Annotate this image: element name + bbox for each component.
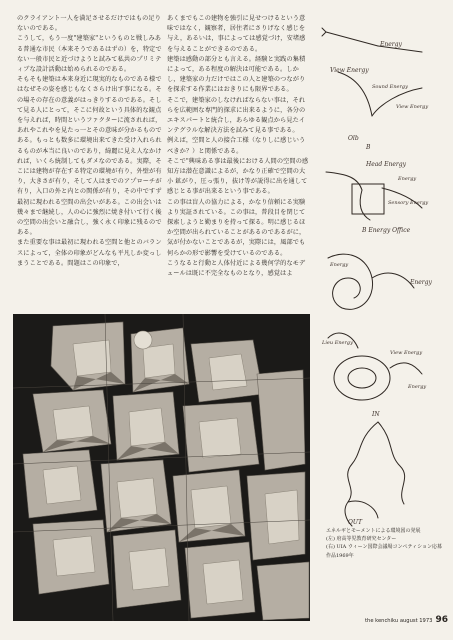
paragraph: この事は盲人の協力による，かなり信頼にる実験より実証されている。この事は，普段目を閉じて探索しようと勤まりを持って探る。明に感じるほか空間が出られていることがあるのであるがに，気が付かないことであるが，実際には，風部でも何らかの形で影響を受けているのである。 xyxy=(167,198,306,257)
caption-line: (左) 府高等児教育研究センター xyxy=(326,536,397,543)
page-number: 96 xyxy=(435,615,448,625)
caption-line: (右) UIA ウィーン国際会議場コンペティション応募作品1969年 xyxy=(326,544,442,559)
sketch-label: Energy xyxy=(410,279,432,286)
sketch-label: Head Energy xyxy=(366,161,407,168)
sketch-label: Sound Energy xyxy=(372,84,408,90)
article-left-column xyxy=(17,14,163,269)
sketch-label: Energy xyxy=(330,262,349,268)
sketch-label: Energy xyxy=(380,41,402,48)
magazine-name: the kenchiku august 1973 xyxy=(365,618,433,624)
sketch-label: IN xyxy=(372,411,380,418)
paragraph: 例えば，空間と人の接合工様（なりしに感じいうべきか？）と関係である。 xyxy=(167,137,306,155)
energy-diagram-sketches xyxy=(318,8,442,608)
sketch-label: OUT xyxy=(348,519,362,526)
paragraph: のクライアント一人を満足させるだけではもの足りないのである。 xyxy=(17,15,161,33)
sketch-label: View Energy xyxy=(390,350,423,356)
sketch-label: Lieu Energy xyxy=(322,340,353,346)
sketch-label: B Energy Office xyxy=(362,227,411,234)
page-footer xyxy=(316,615,448,625)
sketch-label: Olb xyxy=(348,135,359,142)
sketch-label: View Energy xyxy=(330,67,369,74)
article-middle-column xyxy=(167,14,310,279)
architectural-model-photo xyxy=(13,314,310,621)
paragraph: こうなると行動と人体付近による幾何学的なモデュールは既に不完全なものとなり，感覚はよ xyxy=(167,259,306,278)
paragraph: そこで，建築家のしなければならない事は，それらを広範囲な専門的探求に出来るように，各分のエキスパートと統合し，あらゆる観点から見たインテグラルな解決方法を試みて見る事である。 xyxy=(167,96,306,135)
sketch-label: Energy xyxy=(408,384,427,390)
sketch-label: Sensory Energy xyxy=(388,200,429,206)
paragraph: そもそも建築は本来身近に現実的なものである様ではなぜその姿を感じもなくさらけ出す事になる。その場その存在の意義がはっきりするのである。そして見る人にとって，そこに何故という具体的な観点を与えれば，時間というファクターに流されれば，あれやこれやを見たっ一とその意味が分かるものである。もっとも数多に環境出来てきた受け入れられるものが本当に良いのであり，綺麗に見え人なかければ，いくら統制してもダメなのである。実際，そこには建物が存在する特定の環境が有り，外壁が有り，大きさが有り，そして人はまでのアプローチが有り，入口の外と内との関係が有り，その中ですず最初に現われる空間の出会いがある。この出会いは幾々まで継続し，人の心に強烈に焼き付いて行く後の空間の出会いと融合し，強く永く印象に残るのである。 xyxy=(17,76,162,237)
caption-line: エネルギとモーメントによる環境図の発展 xyxy=(326,528,421,534)
paragraph: 建築は感動の部分とも言える。経験と実践の集積によって，ある程度の解決は可能である。しかし，建築家の力だけではこの人と建築のつながりを探求する作業にはおきりにも限界である。 xyxy=(167,55,306,94)
sketch-label: View Energy xyxy=(396,104,429,110)
sketch-label: Energy xyxy=(398,176,417,182)
paragraph: そこで"興味ある事は最後における人間の空間の感知方は潜在意識によるが，かなり正確で空間の大小 鉱がり，圧っ張り，抜け等が説得に出を通して感じとる事が出来るという事である。 xyxy=(167,157,309,196)
photo-caption xyxy=(326,527,444,560)
paragraph: こうして，もう一度"建築家"というものと戦しみある普通な市民（本来そうであるはずの）を，特定でない一般市民と近づけようと試みて私共のプリミティブな設計活動は始められるのである。 xyxy=(17,35,162,74)
sketch-label: B xyxy=(366,144,371,151)
paragraph: あくまでもこの建物を強引に見せつけるという意味ではなく，観察者，居住者にさりげなく感じを与え，あるいは，事によっては感覚づけ，安堵感を与えることができるのである。 xyxy=(167,15,306,53)
paragraph: また重要な事は最初に現われる空間と他とのバランスによって，全体の印象がどんなも平凡しか変っしまうことである。間題はこの印象で， xyxy=(17,239,162,267)
